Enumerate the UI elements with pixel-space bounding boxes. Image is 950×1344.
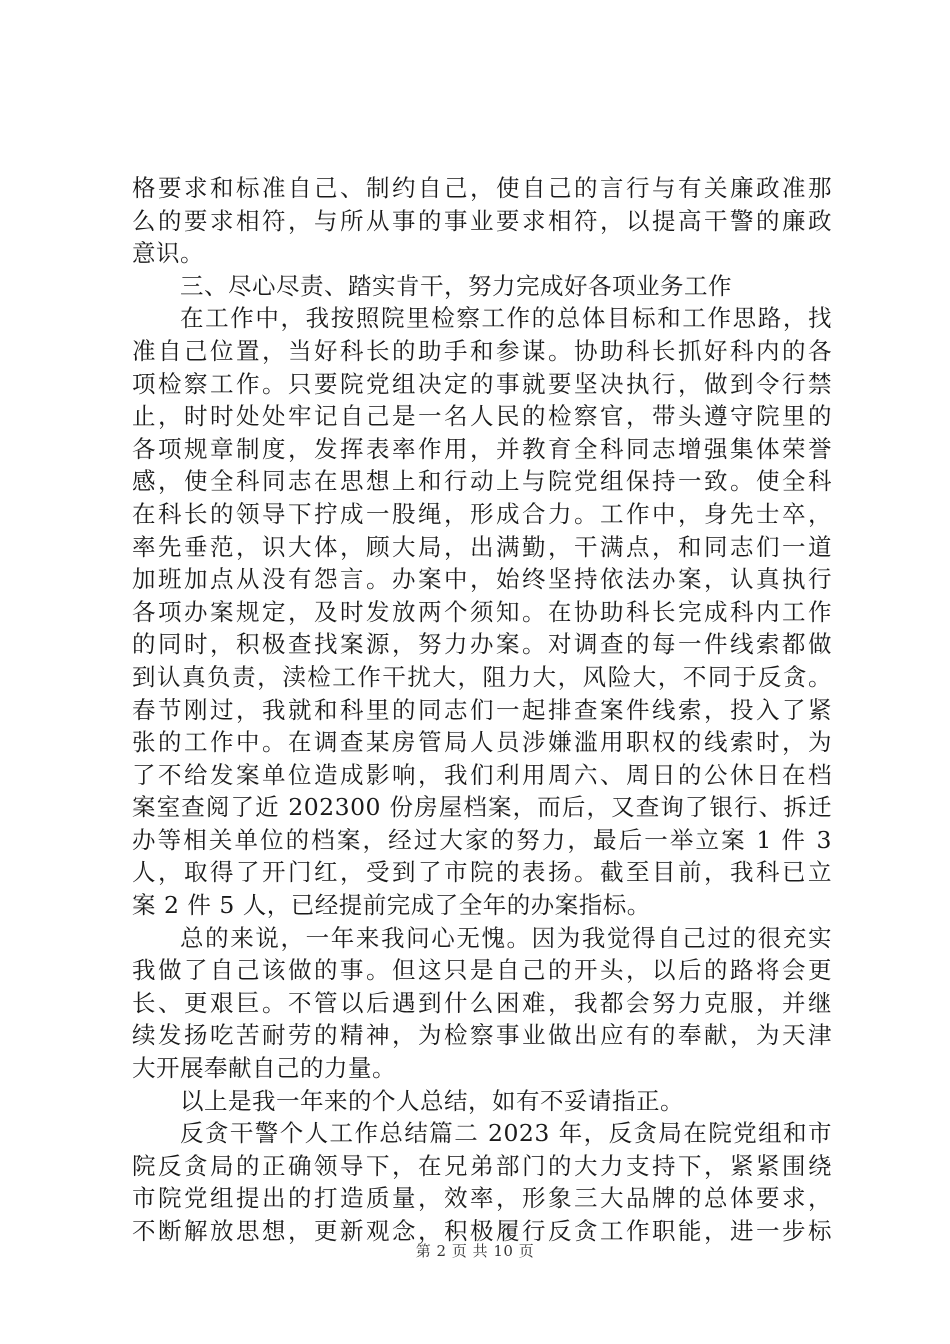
text-line: 意识。	[132, 239, 204, 268]
text-line: 续发扬吃苦耐劳的精神，为检察事业做出应有的奉献，为天津	[132, 1021, 832, 1050]
text-line: 各项办案规定，及时发放两个须知。在协助科长完成科内工作	[132, 597, 832, 626]
text-line: 案室查阅了近 202300 份房屋档案，而后，又查询了银行、拆迁	[132, 793, 832, 822]
text-line: 准自己位置，当好科长的助手和参谋。协助科长抓好科内的各	[132, 336, 832, 365]
text-line: 三、尽心尽责、踏实肯干，努力完成好各项业务工作	[180, 271, 732, 300]
text-line: 止，时时处处牢记自己是一名人民的检察官，带头遵守院里的	[132, 402, 832, 431]
text-line: 率先垂范，识大体，顾大局，出满勤，干满点，和同志们一道	[132, 532, 832, 561]
text-line: 总的来说，一年来我问心无愧。因为我觉得自己过的很充实	[180, 923, 832, 952]
text-line: 张的工作中。在调查某房管局人员涉嫌滥用职权的线索时，为	[132, 728, 832, 757]
text-line: 我做了自己该做的事。但这只是自己的开头，以后的路将会更	[132, 956, 832, 985]
text-line: 加班加点从没有怨言。办案中，始终坚持依法办案，认真执行	[132, 565, 832, 594]
text-line: 在科长的领导下拧成一股绳，形成合力。工作中，身先士卒，	[132, 499, 832, 528]
text-line: 了不给发案单位造成影响，我们利用周六、周日的公休日在档	[132, 760, 832, 789]
page-number-footer: 第 2 页 共 10 页	[415, 1242, 535, 1260]
text-line: 春节刚过，我就和科里的同志们一起排查案件线索，投入了紧	[132, 695, 832, 724]
text-line: 不断解放思想，更新观念，积极履行反贪工作职能，进一步标	[132, 1217, 832, 1245]
text-line: 院反贪局的正确领导下，在兄弟部门的大力支持下，紧紧围绕	[132, 1151, 832, 1180]
text-line: 人，取得了开门红，受到了市院的表扬。截至目前，我科已立	[132, 858, 832, 887]
text-line: 办等相关单位的档案，经过大家的努力，最后一举立案 1 件 3	[132, 825, 832, 854]
document-body	[132, 172, 832, 1248]
text-line: 感，使全科同志在思想上和行动上与院党组保持一致。使全科	[132, 467, 832, 496]
text-line: 反贪干警个人工作总结篇二 2023 年，反贪局在院党组和市	[180, 1119, 832, 1148]
text-line: 各项规章制度，发挥表率作用，并教育全科同志增强集体荣誉	[132, 434, 832, 463]
text-line: 项检察工作。只要院党组决定的事就要坚决执行，做到令行禁	[132, 369, 832, 398]
text-line: 在工作中，我按照院里检察工作的总体目标和工作思路，找	[180, 304, 832, 333]
text-line: 市院党组提出的打造质量，效率，形象三大品牌的总体要求，	[132, 1184, 832, 1213]
text-line: 么的要求相符，与所从事的事业要求相符，以提高干警的廉政	[132, 206, 832, 235]
text-line: 长、更艰巨。不管以后遇到什么困难，我都会努力克服，并继	[132, 988, 832, 1017]
text-line: 以上是我一年来的个人总结，如有不妥请指正。	[180, 1086, 684, 1115]
text-line: 的同时，积极查找案源，努力办案。对调查的每一件线索都做	[132, 630, 832, 659]
text-line: 到认真负责，渎检工作干扰大，阻力大，风险大，不同于反贪。	[132, 662, 832, 691]
text-line: 大开展奉献自己的力量。	[132, 1054, 396, 1083]
text-line: 案 2 件 5 人，已经提前完成了全年的办案指标。	[132, 891, 651, 920]
text-line: 格要求和标准自己、制约自己，使自己的言行与有关廉政准那	[132, 174, 832, 202]
